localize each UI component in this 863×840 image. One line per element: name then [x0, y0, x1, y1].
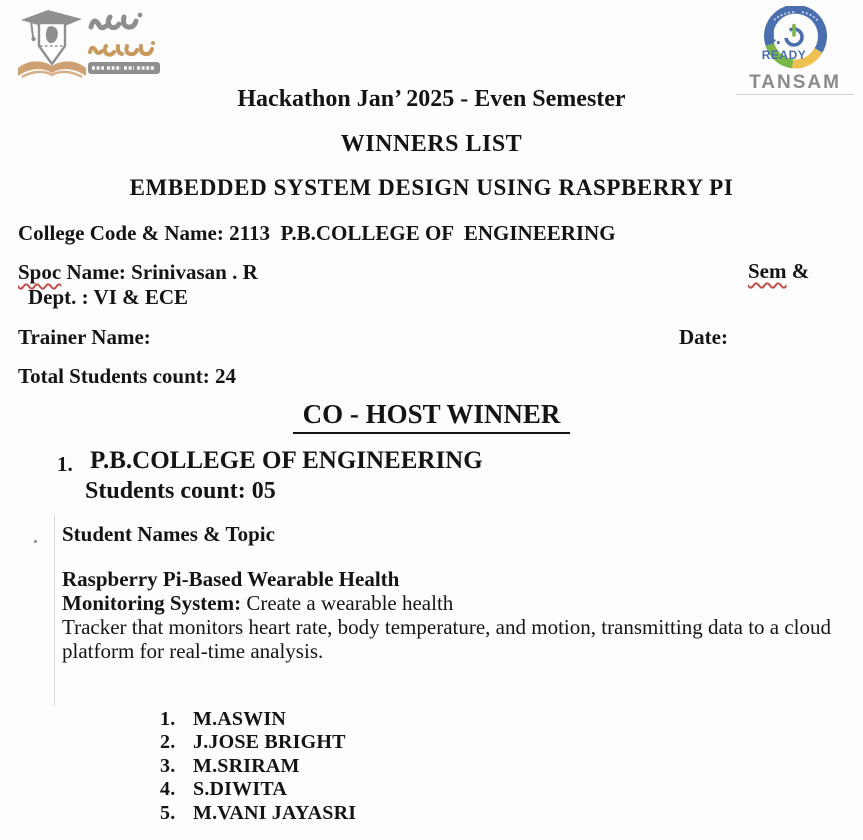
- topic-paragraph: [62, 567, 838, 663]
- course-title: EMBEDDED SYSTEM DESIGN USING RASPBERRY PI: [129, 175, 734, 200]
- naan-mudhalvan-logo: [12, 8, 164, 92]
- college-code-line: College Code & Name: 2113 P.B.COLLEGE OF ENGINEERING: [18, 221, 616, 245]
- student-number: 5.: [160, 801, 176, 824]
- winner-college-name: P.B.COLLEGE OF ENGINEERING: [90, 447, 483, 474]
- dept-line: Dept. : VI & ECE: [28, 285, 189, 309]
- student-number: 4.: [160, 778, 176, 801]
- winner-rank: 1.: [57, 452, 73, 476]
- student-list: [160, 708, 356, 825]
- topic-line3: Tracker that monitors heart rate, body temperature, and motion, transmitting data to a cloud: [62, 615, 832, 639]
- sem-word: Sem: [748, 259, 787, 283]
- winners-list-title: WINNERS LIST: [340, 131, 523, 157]
- topic-line1: Raspberry Pi-Based Wearable Health: [62, 567, 400, 591]
- winner-students-count: Students count: 05: [85, 478, 276, 504]
- co-host-winner-heading: [0, 399, 863, 434]
- event-title: Hackathon Jan’ 2025 - Even Semester: [237, 86, 626, 112]
- co-host-winner-text: CO - HOST WINNER: [293, 399, 571, 434]
- scan-artifact-dot: [34, 540, 37, 543]
- table-cell-border: [54, 514, 55, 706]
- date-label: Date:: [679, 325, 728, 349]
- topic-line2-bold: Monitoring System:: [62, 591, 242, 615]
- topic-line2-rest: Create a wearable health: [241, 591, 454, 615]
- student-row: [160, 731, 356, 754]
- student-row: [160, 802, 356, 825]
- tansam-logo: [736, 6, 854, 94]
- student-row: [160, 708, 356, 731]
- tansam-brand-text: TANSAM: [749, 72, 841, 93]
- spoc-name-line: [18, 260, 258, 285]
- student-name: M.SRIRAM: [193, 754, 300, 777]
- student-name: J.JOSE BRIGHT: [193, 731, 346, 754]
- sem-rest: &: [786, 259, 810, 283]
- trainer-name-label: Trainer Name:: [18, 325, 151, 349]
- badge-number: 4.: [765, 28, 781, 49]
- badge-word: READY: [761, 48, 807, 62]
- tansam-4-0-ready-icon: [736, 6, 854, 72]
- student-row: [160, 778, 356, 801]
- spoc-rest: Name: Srinivasan . R: [61, 260, 258, 284]
- spoc-word: Spoc: [18, 260, 62, 284]
- student-name: M.ASWIN: [193, 708, 287, 730]
- column-header: Student Names & Topic: [62, 522, 275, 546]
- student-number: 2.: [160, 731, 176, 754]
- student-name: S.DIWITA: [193, 778, 288, 801]
- student-row: [160, 755, 356, 778]
- naan-mudhalvan-logo-icon: [12, 8, 164, 92]
- student-name: M.VANI JAYASRI: [193, 801, 357, 824]
- topic-line4: platform for real-time analysis.: [62, 639, 324, 663]
- total-students-line: Total Students count: 24: [18, 364, 237, 388]
- topic-line2: [62, 591, 838, 615]
- sem-line: [748, 259, 809, 284]
- student-number: 3.: [160, 754, 176, 777]
- student-number: 1.: [160, 708, 176, 730]
